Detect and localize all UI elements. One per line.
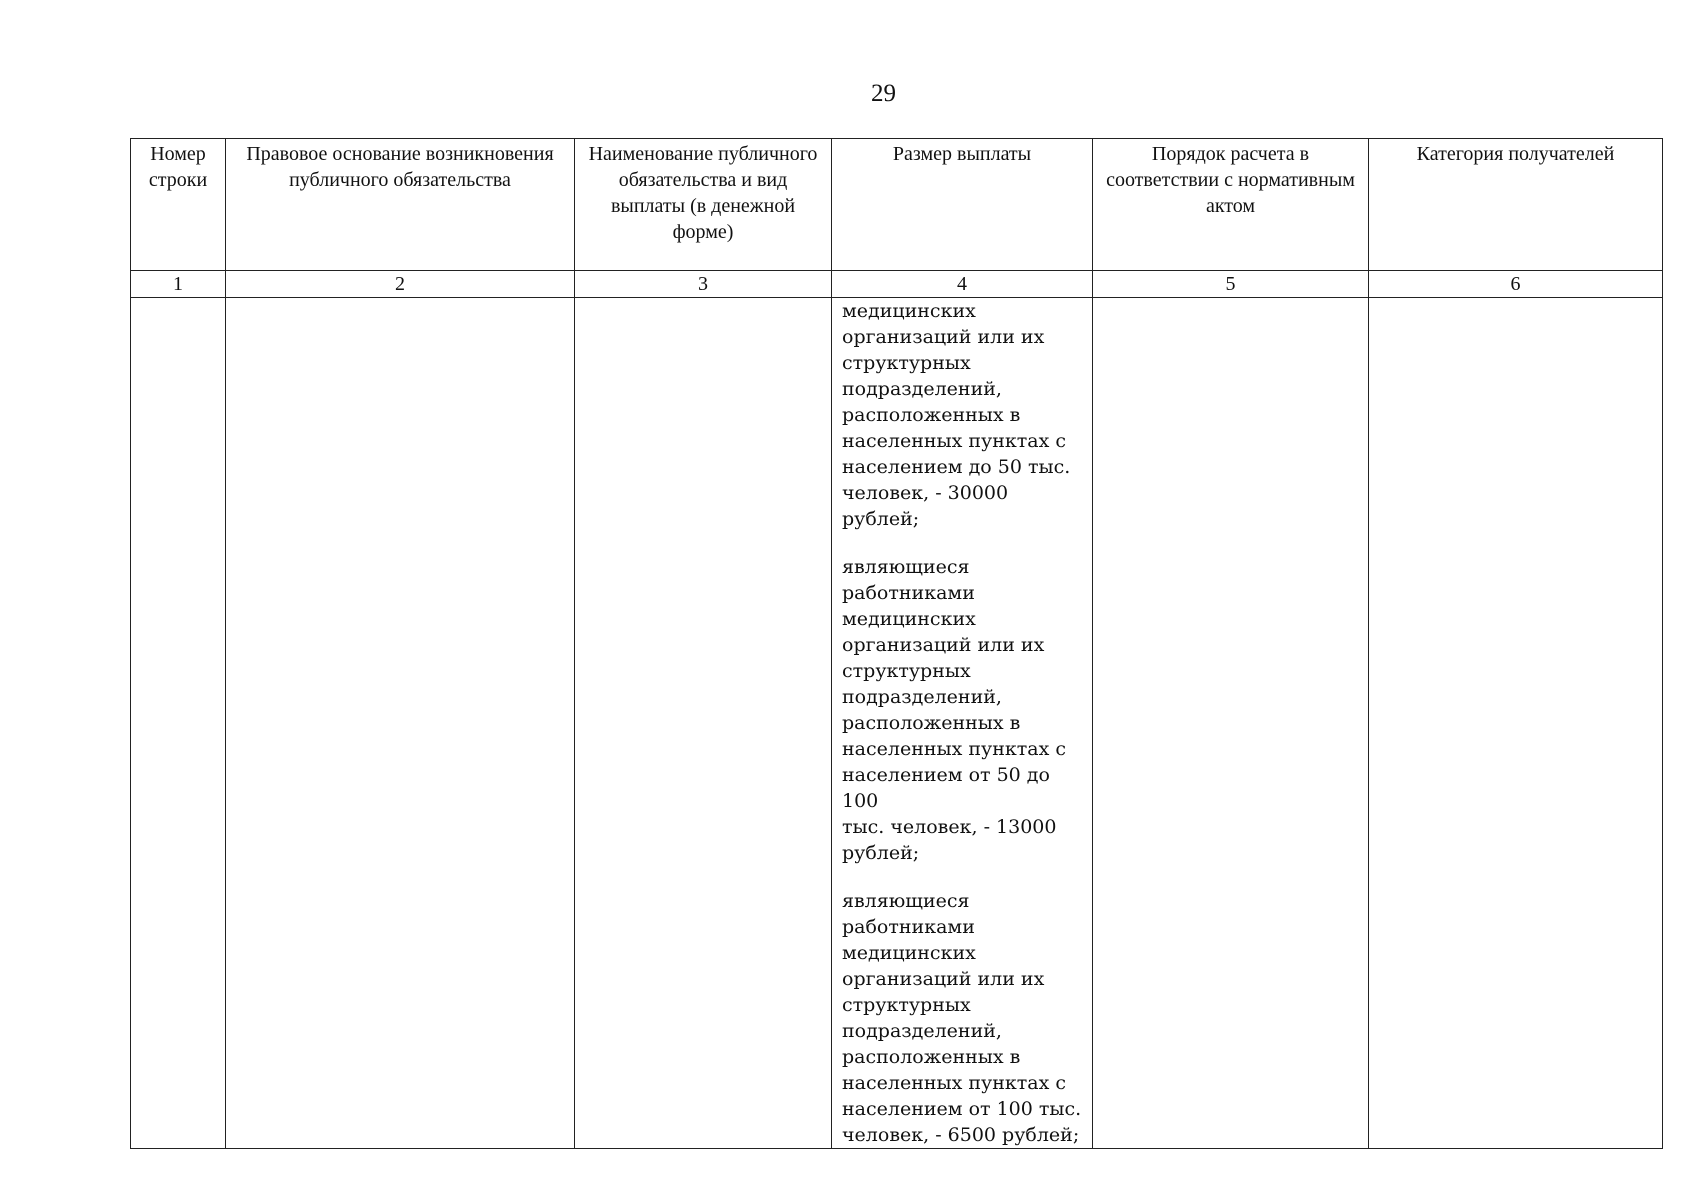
payment-size-paragraph-2: являющиеся работниками медицинских организаций или их структурных подразделений, расположенных в населенных пунктах с населением от 50 до 100 тыс. человек, - 13000 рублей; [842, 556, 1067, 864]
header-calculation-procedure: Порядок расчета в соответствии с нормативным актом [1093, 139, 1369, 271]
cell-legal-basis [226, 298, 575, 1149]
column-number-row [131, 271, 1663, 298]
table-row [131, 298, 1663, 1149]
column-number-3: 3 [575, 271, 832, 298]
column-number-5: 5 [1093, 271, 1369, 298]
payment-size-paragraph-3: являющиеся работниками медицинских организаций или их структурных подразделений, расположенных в населенных пунктах с населением от 100 тыс. человек, - 6500 рублей; [842, 890, 1082, 1146]
column-number-6: 6 [1369, 271, 1663, 298]
column-number-2: 2 [226, 271, 575, 298]
cell-obligation-name [575, 298, 832, 1149]
header-row [131, 139, 1663, 271]
cell-row-number [131, 298, 226, 1149]
header-payment-size: Размер выплаты [832, 139, 1093, 271]
column-number-1: 1 [131, 271, 226, 298]
header-row-number: Номер строки [131, 139, 226, 271]
cell-recipient-category [1369, 298, 1663, 1149]
page-number: 29 [871, 80, 896, 107]
public-obligations-table [130, 138, 1663, 1149]
payment-size-paragraph-1: медицинских организаций или их структурных подразделений, расположенных в населенных пунктах с населением до 50 тыс. человек, - 30000 рублей; [842, 300, 1071, 530]
header-legal-basis: Правовое основание возникновения публичного обязательства [226, 139, 575, 271]
header-obligation-name: Наименование публичного обязательства и вид выплаты (в денежной форме) [575, 139, 832, 271]
cell-payment-size [832, 298, 1093, 1149]
cell-calculation-procedure [1093, 298, 1369, 1149]
header-recipient-category: Категория получателей [1369, 139, 1663, 271]
column-number-4: 4 [832, 271, 1093, 298]
